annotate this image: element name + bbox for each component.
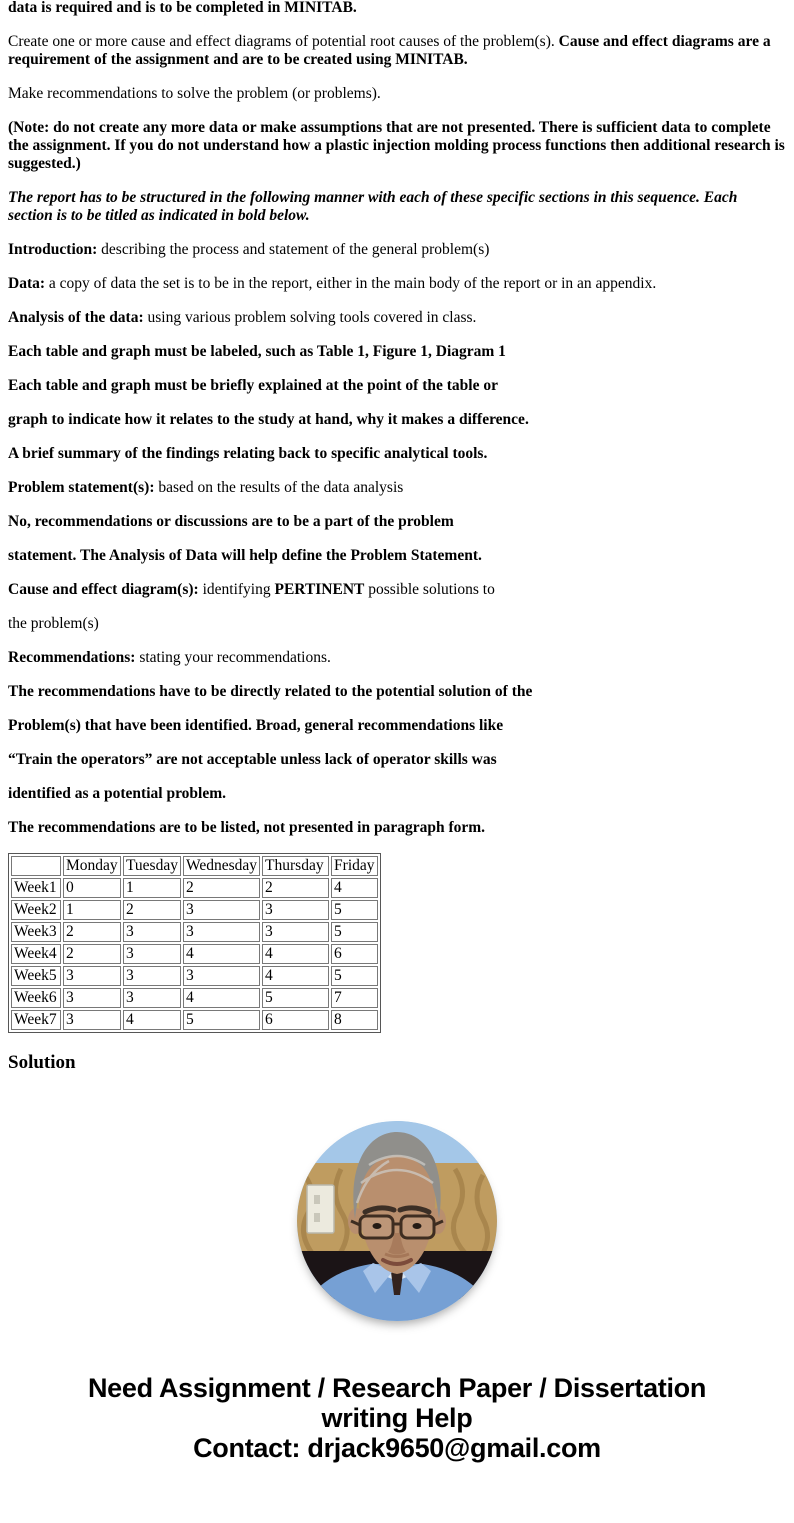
- table-cell: 2: [262, 878, 329, 898]
- table-corner-cell: [11, 856, 61, 876]
- row-label-cell: Week3: [11, 922, 61, 942]
- table-cell: 3: [262, 900, 329, 920]
- bullet-brief-summary: A brief summary of the findings relating back to specific analytical tools.: [8, 445, 488, 462]
- paragraph-recommendations: Make recommendations to solve the problem (or problems).: [8, 85, 381, 102]
- solution-heading: Solution: [8, 1052, 76, 1073]
- table-cell: 2: [63, 922, 121, 942]
- table-cell: 4: [183, 988, 260, 1008]
- section-label: Recommendations:: [8, 649, 136, 666]
- table-cell: 2: [63, 944, 121, 964]
- table-cell: 3: [123, 966, 181, 986]
- bullet-listed-form: The recommendations are to be listed, not presented in paragraph form.: [8, 819, 486, 836]
- footer-line-2: writing Help: [321, 1403, 473, 1433]
- paragraph-intro-cutoff: data is required and is to be completed in MINITAB.: [8, 0, 357, 16]
- table-cell: 4: [331, 878, 378, 898]
- section-label: Analysis of the data:: [8, 309, 144, 326]
- row-label-cell: Week6: [11, 988, 61, 1008]
- table-cell: 4: [262, 966, 329, 986]
- bullet-directly-related: The recommendations have to be directly related to the potential solution of the: [8, 683, 533, 700]
- text-run: stating your recommendations.: [135, 649, 331, 666]
- table-cell: 3: [183, 900, 260, 920]
- section-label: Introduction:: [8, 241, 98, 258]
- table-row: [11, 900, 378, 920]
- table-cell: 0: [63, 878, 121, 898]
- table-cell: 3: [262, 922, 329, 942]
- weekly-data-table: [8, 853, 381, 1033]
- paragraph-problem-statement-section: [8, 479, 786, 497]
- text-run: based on the results of the data analysis: [154, 479, 404, 496]
- bullet-train-operators: “Train the operators” are not acceptable unless lack of operator skills was: [8, 751, 497, 768]
- table-header-cell: Friday: [331, 856, 378, 876]
- table-header-cell: Thursday: [262, 856, 329, 876]
- section-label: Problem statement(s):: [8, 479, 155, 496]
- table-cell: 3: [123, 922, 181, 942]
- text-run: possible solutions to: [364, 581, 495, 598]
- table-cell: 3: [123, 944, 181, 964]
- table-header-cell: Wednesday: [183, 856, 260, 876]
- table-cell: 2: [183, 878, 260, 898]
- table-cell: 5: [183, 1010, 260, 1030]
- bullet-no-recommendations: No, recommendations or discussions are to be a part of the problem: [8, 513, 454, 530]
- text-run: Create one or more cause and effect diagrams of potential root causes of the problem(s).: [8, 33, 559, 50]
- footer-ad: [8, 1373, 786, 1463]
- row-label-cell: Week4: [11, 944, 61, 964]
- bullet-graph-relates: graph to indicate how it relates to the study at hand, why it makes a difference.: [8, 411, 529, 428]
- table-cell: 3: [63, 1010, 121, 1030]
- portrait-illustration: [297, 1121, 497, 1321]
- table-cell: 5: [331, 922, 378, 942]
- table-row: [11, 988, 378, 1008]
- paragraph-cause-effect-section: [8, 581, 786, 599]
- paragraph-note: (Note: do not create any more data or make assumptions that are not presented. There is sufficient data to complete the assignment. If you do not understand how a plastic injection molding process functions then additional research is suggested.): [8, 119, 785, 172]
- table-row: [11, 944, 378, 964]
- table-row: [11, 1010, 378, 1030]
- table-row: [11, 922, 378, 942]
- photo-container: [8, 1121, 786, 1321]
- table-cell: 2: [123, 900, 181, 920]
- table-header-row: [11, 856, 378, 876]
- table-cell: 3: [183, 966, 260, 986]
- table-cell: 4: [183, 944, 260, 964]
- table-cell: 3: [123, 988, 181, 1008]
- paragraph-the-problems: the problem(s): [8, 615, 99, 632]
- footer-contact-email: Contact: drjack9650@gmail.com: [193, 1433, 601, 1463]
- table-cell: 3: [63, 966, 121, 986]
- table-cell: 1: [123, 878, 181, 898]
- table-cell: 5: [331, 966, 378, 986]
- table-row: [11, 878, 378, 898]
- instructor-photo: [297, 1121, 497, 1321]
- light-switch-panel: [307, 1185, 334, 1233]
- table-header-cell: Tuesday: [123, 856, 181, 876]
- text-run: using various problem solving tools covered in class.: [143, 309, 477, 326]
- row-label-cell: Week5: [11, 966, 61, 986]
- paragraph-introduction-section: [8, 241, 786, 259]
- paragraph-data-section: [8, 275, 786, 293]
- table-cell: 5: [262, 988, 329, 1008]
- table-cell: 4: [262, 944, 329, 964]
- text-run: identifying: [198, 581, 275, 598]
- assignment-brief: [8, 0, 786, 837]
- paragraph-create-diagrams: [8, 33, 786, 69]
- text-run-bold: PERTINENT: [274, 581, 365, 598]
- text-run: a copy of data the set is to be in the report, either in the main body of the report or in an appendix.: [45, 275, 657, 292]
- bullet-table-labeled: Each table and graph must be labeled, such as Table 1, Figure 1, Diagram 1: [8, 343, 506, 360]
- footer-line-1: Need Assignment / Research Paper / Dissertation: [87, 1373, 707, 1403]
- row-label-cell: Week7: [11, 1010, 61, 1030]
- bullet-identified-problem: identified as a potential problem.: [8, 785, 227, 802]
- section-label: Cause and effect diagram(s):: [8, 581, 199, 598]
- table-cell: 3: [183, 922, 260, 942]
- row-label-cell: Week1: [11, 878, 61, 898]
- row-label-cell: Week2: [11, 900, 61, 920]
- table-cell: 1: [63, 900, 121, 920]
- table-cell: 6: [262, 1010, 329, 1030]
- table-cell: 4: [123, 1010, 181, 1030]
- table-header-cell: Monday: [63, 856, 121, 876]
- table-cell: 6: [331, 944, 378, 964]
- table-row: [11, 966, 378, 986]
- paragraph-recommendations-section: [8, 649, 786, 667]
- bullet-problems-identified: Problem(s) that have been identified. Broad, general recommendations like: [8, 717, 504, 734]
- text-run-bold: Cause and effect diagrams are a requirement of the assignment and are to be created using MINITAB.: [8, 33, 771, 68]
- table-cell: 8: [331, 1010, 378, 1030]
- bullet-table-explained: Each table and graph must be briefly explained at the point of the table or: [8, 377, 498, 394]
- table-cell: 5: [331, 900, 378, 920]
- table-cell: 7: [331, 988, 378, 1008]
- section-label: Data:: [8, 275, 46, 292]
- text-run: describing the process and statement of the general problem(s): [97, 241, 490, 258]
- paragraph-report-structure: The report has to be structured in the following manner with each of these specific sections in this sequence. Each section is to be titled as indicated in bold below.: [8, 189, 738, 224]
- bullet-statement-analysis: statement. The Analysis of Data will help define the Problem Statement.: [8, 547, 482, 564]
- paragraph-analysis-section: [8, 309, 786, 327]
- table-cell: 3: [63, 988, 121, 1008]
